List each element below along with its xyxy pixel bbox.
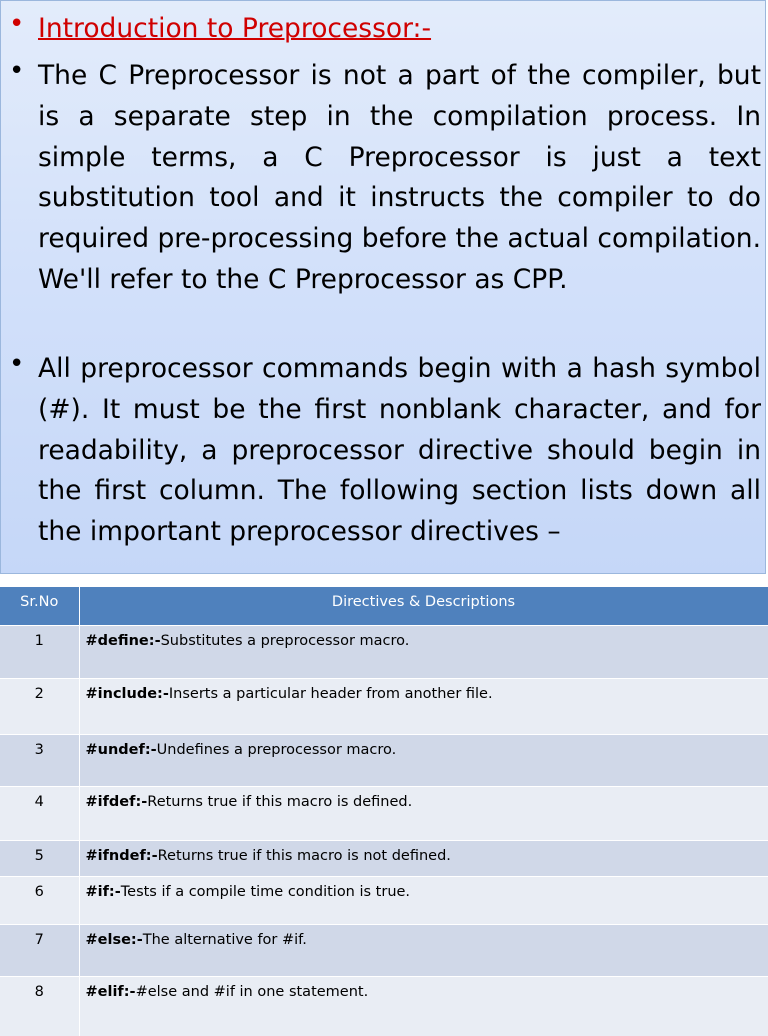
directive-description: #else and #if in one statement. xyxy=(135,983,369,1000)
row-number: 8 xyxy=(0,976,79,1036)
directive-description: Inserts a particular header from another file. xyxy=(168,685,493,702)
directive-keyword: #else:- xyxy=(85,931,143,948)
directive-keyword: #ifndef:- xyxy=(85,847,158,864)
row-description-cell xyxy=(79,876,768,924)
directive-keyword: #if:- xyxy=(85,883,121,900)
directive-description: Substitutes a preprocessor macro. xyxy=(160,632,410,649)
paragraph-text: All preprocessor commands begin with a hash symbol (#). It must be the first nonblank character, and for readability, a preprocessor directive should begin in the first column. The following section lists down all the important preprocessor directives – xyxy=(38,353,761,548)
directive-description: The alternative for #if. xyxy=(142,931,307,948)
directive-keyword: #define:- xyxy=(85,632,161,649)
row-number: 7 xyxy=(0,924,79,976)
row-number: 2 xyxy=(0,678,79,734)
table-header-row xyxy=(0,587,768,625)
row-description-cell xyxy=(79,786,768,840)
directive-keyword: #include:- xyxy=(85,685,169,702)
row-number: 6 xyxy=(0,876,79,924)
table-row xyxy=(0,786,768,840)
directive-keyword: #ifdef:- xyxy=(85,793,148,810)
directive-description: Tests if a compile time condition is true. xyxy=(120,883,411,900)
row-description-cell xyxy=(79,625,768,678)
row-number: 1 xyxy=(0,625,79,678)
directives-table-container xyxy=(0,587,768,1036)
row-number: 5 xyxy=(0,840,79,876)
directive-keyword: #undef:- xyxy=(85,741,157,758)
directives-table xyxy=(0,587,768,1036)
column-header-srno: Sr.No xyxy=(0,587,79,625)
paragraph-text: The C Preprocessor is not a part of the compiler, but is a separate step in the compilation process. In simple terms, a C Preprocessor is just a text substitution tool and it instructs the compiler to do required pre-processing before the actual compilation. We'll refer to the C Preprocessor as CPP. xyxy=(38,60,761,295)
row-description-cell xyxy=(79,840,768,876)
row-description-cell xyxy=(79,924,768,976)
table-row xyxy=(0,924,768,976)
table-row xyxy=(0,678,768,734)
bullet-icon: • xyxy=(9,349,25,379)
row-description-cell xyxy=(79,976,768,1036)
row-description-cell xyxy=(79,678,768,734)
directive-keyword: #elif:- xyxy=(85,983,136,1000)
row-number: 3 xyxy=(0,734,79,786)
bullet-icon: • xyxy=(9,9,25,39)
table-row xyxy=(0,734,768,786)
row-number: 4 xyxy=(0,786,79,840)
table-row xyxy=(0,840,768,876)
table-row xyxy=(0,876,768,924)
table-row xyxy=(0,976,768,1036)
table-row xyxy=(0,625,768,678)
directive-description: Undefines a preprocessor macro. xyxy=(156,741,397,758)
directive-description: Returns true if this macro is defined. xyxy=(147,793,413,810)
slide-heading: Introduction to Preprocessor:- xyxy=(38,13,432,44)
column-header-directives: Directives & Descriptions xyxy=(79,587,768,625)
directive-description: Returns true if this macro is not defined. xyxy=(157,847,451,864)
row-description-cell xyxy=(79,734,768,786)
bullet-icon: • xyxy=(9,56,25,86)
